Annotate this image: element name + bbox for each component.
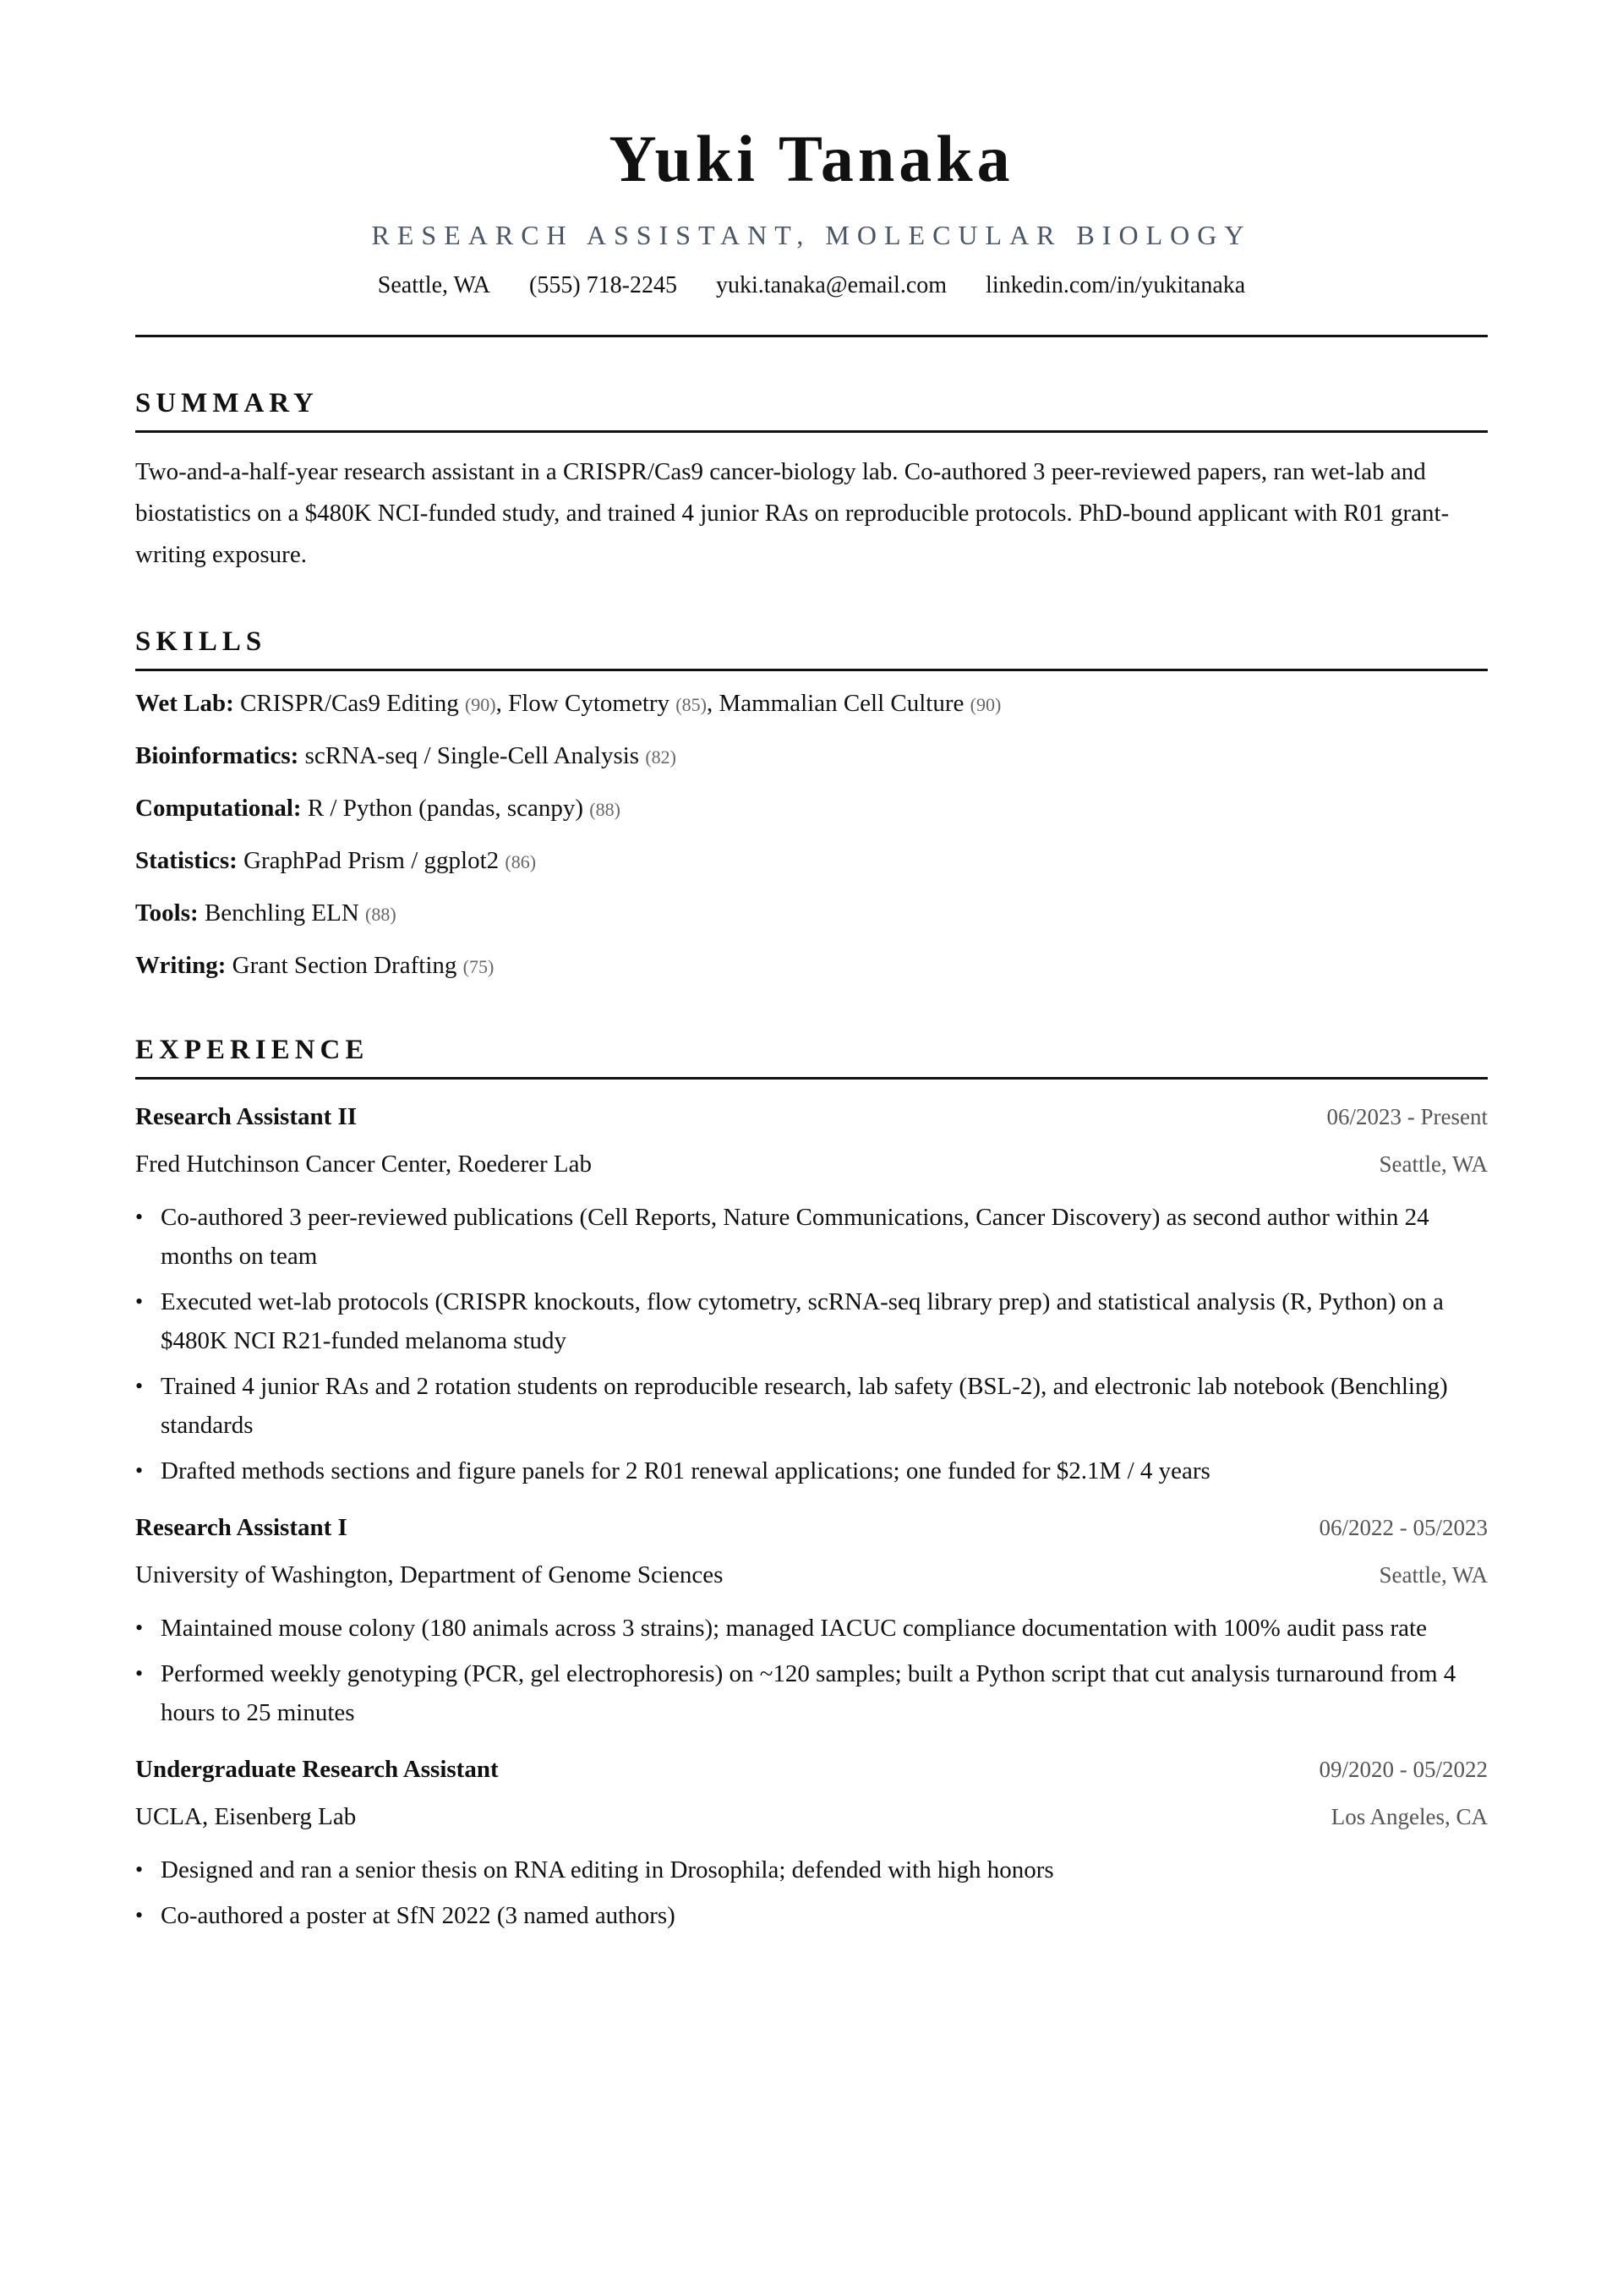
skills-list bbox=[135, 686, 1488, 984]
skill-score: (88) bbox=[589, 799, 620, 820]
skill-row bbox=[135, 844, 1488, 879]
skill-row bbox=[135, 948, 1488, 984]
skill-category: Wet Lab: bbox=[135, 690, 234, 717]
job-role: Research Assistant I bbox=[135, 1514, 347, 1541]
jobs-list bbox=[135, 1098, 1488, 1935]
job-organization: Fred Hutchinson Cancer Center, Roederer Lab bbox=[135, 1151, 592, 1178]
skill-score: (82) bbox=[645, 746, 676, 768]
skill-score: (86) bbox=[505, 851, 537, 872]
experience-entry bbox=[135, 1751, 1488, 1935]
skill-row bbox=[135, 791, 1488, 827]
contact-phone: (555) 718-2245 bbox=[529, 272, 678, 298]
skill-row bbox=[135, 896, 1488, 932]
resume-header bbox=[135, 0, 1488, 337]
candidate-name: Yuki Tanaka bbox=[609, 122, 1014, 195]
summary-section bbox=[135, 386, 1488, 576]
experience-org-line bbox=[135, 1135, 1488, 1183]
skill-score: (75) bbox=[462, 956, 495, 977]
experience-heading: EXPERIENCE bbox=[135, 1033, 1488, 1080]
experience-header-line bbox=[135, 1098, 1488, 1135]
job-role: Undergraduate Research Assistant bbox=[135, 1756, 499, 1783]
job-bullet: • Designed and ran a senior thesis on RNA editing in Drosophila; defended with high honors bbox=[135, 1850, 1488, 1889]
skill-category: Tools: bbox=[135, 899, 199, 927]
header-divider bbox=[135, 335, 1488, 337]
job-dates: 06/2023 - Present bbox=[1326, 1104, 1488, 1129]
job-location: Los Angeles, CA bbox=[1331, 1804, 1488, 1829]
job-bullet: • Maintained mouse colony (180 animals across 3 strains); managed IACUC compliance documentation with 100% audit pass rate bbox=[135, 1609, 1488, 1648]
contact-linkedin: linkedin.com/in/yukitanaka bbox=[986, 272, 1246, 298]
skill-category: Statistics: bbox=[135, 847, 238, 874]
experience-entry bbox=[135, 1509, 1488, 1732]
experience-org-line bbox=[135, 1788, 1488, 1835]
skills-heading: SKILLS bbox=[135, 625, 1488, 671]
experience-header-line bbox=[135, 1509, 1488, 1546]
summary-text: Two-and-a-half-year research assistant in a CRISPR/Cas9 cancer-biology lab. Co-authored 3 peer-reviewed papers, ran wet-lab and biostatistics on a $480K NCI-funded study, and trained 4 junior RAs on reproducible protocols. PhD-bound applicant with R01 grant-writing exposure. bbox=[135, 458, 1450, 568]
skill-name: Benchling ELN bbox=[204, 899, 359, 927]
job-organization: University of Washington, Department of Genome Sciences bbox=[135, 1561, 724, 1588]
job-location: Seattle, WA bbox=[1379, 1562, 1488, 1588]
skill-category: Computational: bbox=[135, 795, 302, 822]
skills-section bbox=[135, 625, 1488, 984]
job-dates: 06/2022 - 05/2023 bbox=[1319, 1515, 1488, 1540]
skill-name: Mammalian Cell Culture bbox=[719, 690, 965, 717]
job-organization: UCLA, Eisenberg Lab bbox=[135, 1803, 357, 1830]
skill-row: Wet Lab: CRISPR/Cas9 Editing (90), Flow Cytometry (85), Mammalian Cell Culture (90) bbox=[135, 690, 1002, 717]
skill-row bbox=[135, 739, 1488, 774]
skill-category: Writing: bbox=[135, 952, 227, 979]
job-role: Research Assistant II bbox=[135, 1103, 358, 1130]
skill-score: (90) bbox=[464, 694, 496, 715]
job-bullets bbox=[135, 1198, 1488, 1490]
job-bullets bbox=[135, 1850, 1488, 1935]
job-bullet: • Performed weekly genotyping (PCR, gel electrophoresis) on ~120 samples; built a Python script that cut analysis turnaround from 4 hours to 25 minutes bbox=[135, 1654, 1488, 1732]
experience-entry bbox=[135, 1098, 1488, 1490]
experience-header-line bbox=[135, 1751, 1488, 1788]
skill-name: R / Python (pandas, scanpy) bbox=[307, 795, 584, 822]
job-bullet: • Executed wet-lab protocols (CRISPR knockouts, flow cytometry, scRNA-seq library prep) and statistical analysis (R, Python) on a $480K NCI R21-funded melanoma study bbox=[135, 1282, 1488, 1360]
job-bullet: • Co-authored a poster at SfN 2022 (3 named authors) bbox=[135, 1896, 1488, 1935]
skill-name: Flow Cytometry bbox=[508, 690, 670, 717]
job-location: Seattle, WA bbox=[1379, 1151, 1488, 1177]
contact-location: Seattle, WA bbox=[377, 272, 491, 298]
experience-org-line bbox=[135, 1546, 1488, 1594]
job-bullet: • Co-authored 3 peer-reviewed publications (Cell Reports, Nature Communications, Cancer Discovery) as second author within 24 months on team bbox=[135, 1198, 1488, 1276]
skill-score: (88) bbox=[365, 904, 396, 925]
contact-email: yuki.tanaka@email.com bbox=[716, 272, 948, 298]
skill-name: GraphPad Prism / ggplot2 bbox=[243, 847, 500, 874]
skill-score: (85) bbox=[675, 694, 707, 715]
summary-heading: SUMMARY bbox=[135, 386, 1488, 433]
skill-category: Bioinformatics: bbox=[135, 742, 299, 769]
skill-name: CRISPR/Cas9 Editing bbox=[240, 690, 459, 717]
job-bullet: • Trained 4 junior RAs and 2 rotation students on reproducible research, lab safety (BSL-2), and electronic lab notebook (Benchling) standards bbox=[135, 1367, 1488, 1445]
job-dates: 09/2020 - 05/2022 bbox=[1319, 1757, 1488, 1782]
skill-name: Grant Section Drafting bbox=[232, 952, 457, 979]
job-bullets bbox=[135, 1609, 1488, 1732]
skill-name: scRNA-seq / Single-Cell Analysis bbox=[304, 742, 640, 769]
experience-section bbox=[135, 1033, 1488, 1935]
skill-score: (90) bbox=[970, 694, 1002, 715]
candidate-title: RESEARCH ASSISTANT, MOLECULAR BIOLOGY bbox=[371, 220, 1252, 250]
contact-row bbox=[135, 271, 1488, 301]
job-bullet: • Drafted methods sections and figure panels for 2 R01 renewal applications; one funded for $2.1M / 4 years bbox=[135, 1451, 1488, 1490]
